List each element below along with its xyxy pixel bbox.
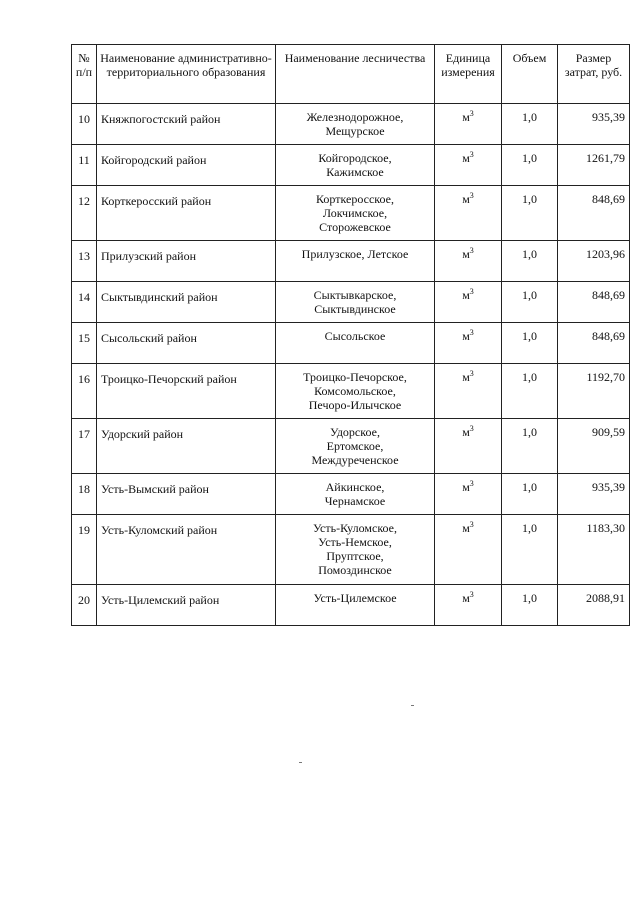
- unit-of-measure: [435, 364, 502, 419]
- header-num: № п/п: [72, 45, 97, 104]
- forestry-name: Печоро-Илычское: [308, 398, 402, 412]
- district-name: Усть-Цилемский район: [97, 585, 276, 626]
- cost-value: 848,69: [558, 186, 630, 241]
- forestry-names: [276, 104, 435, 145]
- forestry-name: Прилузское, Летское: [301, 247, 409, 261]
- header-district: Наименование административно-территориального образования: [97, 45, 276, 104]
- forestry-name: Койгородское,: [318, 151, 392, 165]
- row-number: 16: [72, 364, 97, 419]
- unit-base: м: [462, 329, 470, 343]
- forestry-name: Помоздинское: [318, 563, 392, 577]
- unit-of-measure: [435, 419, 502, 474]
- forestry-cost-table: [71, 44, 630, 626]
- forestry-name: Железнодорожное,: [306, 110, 404, 124]
- unit-exponent: 3: [469, 191, 474, 200]
- table-row: [72, 364, 630, 419]
- forestry-name: Кажимское: [326, 165, 384, 179]
- row-number: 19: [72, 515, 97, 585]
- row-number: 17: [72, 419, 97, 474]
- table-row: [72, 186, 630, 241]
- forestry-names: [276, 145, 435, 186]
- table-row: [72, 145, 630, 186]
- unit-exponent: 3: [469, 150, 474, 159]
- unit-exponent: 3: [469, 328, 474, 337]
- forestry-name: Троицко-Печорское,: [303, 370, 407, 384]
- scan-speck: [411, 705, 414, 706]
- cost-value: 1183,30: [558, 515, 630, 585]
- volume-value: 1,0: [502, 104, 558, 145]
- forestry-name: Чернамское: [324, 494, 386, 508]
- forestry-name: Сторожевское: [319, 220, 391, 234]
- forestry-name: Мещурское: [325, 124, 385, 138]
- cost-value: 1261,79: [558, 145, 630, 186]
- unit-of-measure: [435, 474, 502, 515]
- district-name: Княжпогостский район: [97, 104, 276, 145]
- forestry-names: [276, 585, 435, 626]
- row-number: 15: [72, 323, 97, 364]
- volume-value: 1,0: [502, 515, 558, 585]
- header-unit: Единица измерения: [435, 45, 502, 104]
- unit-of-measure: [435, 585, 502, 626]
- table-body: [72, 104, 630, 626]
- forestry-name: Усть-Немское,: [318, 535, 392, 549]
- cost-value: 1192,70: [558, 364, 630, 419]
- unit-exponent: 3: [469, 246, 474, 255]
- forestry-names: [276, 323, 435, 364]
- unit-of-measure: [435, 515, 502, 585]
- forestry-names: [276, 364, 435, 419]
- scan-speck: [299, 762, 302, 763]
- forestry-names: [276, 515, 435, 585]
- row-number: 10: [72, 104, 97, 145]
- header-cost: Размер затрат, руб.: [558, 45, 630, 104]
- volume-value: 1,0: [502, 419, 558, 474]
- unit-exponent: 3: [469, 590, 474, 599]
- unit-base: м: [462, 247, 470, 261]
- unit-exponent: 3: [469, 287, 474, 296]
- volume-value: 1,0: [502, 145, 558, 186]
- district-name: Троицко-Печорский район: [97, 364, 276, 419]
- table-row: [72, 474, 630, 515]
- header-volume: Объем: [502, 45, 558, 104]
- volume-value: 1,0: [502, 323, 558, 364]
- cost-value: 935,39: [558, 104, 630, 145]
- volume-value: 1,0: [502, 474, 558, 515]
- forestry-name: Сысольское: [324, 329, 386, 343]
- row-number: 11: [72, 145, 97, 186]
- district-name: Сысольский район: [97, 323, 276, 364]
- header-forestry: Наименование лесничества: [276, 45, 435, 104]
- row-number: 14: [72, 282, 97, 323]
- row-number: 12: [72, 186, 97, 241]
- forestry-names: [276, 241, 435, 282]
- unit-of-measure: [435, 241, 502, 282]
- cost-value: 1203,96: [558, 241, 630, 282]
- row-number: 13: [72, 241, 97, 282]
- district-name: Койгородский район: [97, 145, 276, 186]
- unit-base: м: [462, 370, 470, 384]
- table-row: [72, 104, 630, 145]
- unit-exponent: 3: [469, 424, 474, 433]
- forestry-name: Комсомольское,: [314, 384, 396, 398]
- unit-base: м: [462, 110, 470, 124]
- forestry-name: Удорское,: [330, 425, 380, 439]
- volume-value: 1,0: [502, 186, 558, 241]
- unit-base: м: [462, 521, 470, 535]
- district-name: Сыктывдинский район: [97, 282, 276, 323]
- unit-exponent: 3: [469, 109, 474, 118]
- district-name: Удорский район: [97, 419, 276, 474]
- forestry-name: Сыктывкарское,: [313, 288, 397, 302]
- volume-value: 1,0: [502, 282, 558, 323]
- forestry-name: Ертомское,: [326, 439, 384, 453]
- unit-of-measure: [435, 186, 502, 241]
- unit-exponent: 3: [469, 479, 474, 488]
- unit-exponent: 3: [469, 520, 474, 529]
- forestry-name: Усть-Куломское,: [312, 521, 398, 535]
- forestry-name: Междуреченское: [311, 453, 399, 467]
- forestry-names: [276, 282, 435, 323]
- cost-value: 848,69: [558, 282, 630, 323]
- district-name: Усть-Вымский район: [97, 474, 276, 515]
- forestry-names: [276, 419, 435, 474]
- row-number: 18: [72, 474, 97, 515]
- cost-value: 909,59: [558, 419, 630, 474]
- forestry-name: Усть-Цилемское: [313, 591, 397, 605]
- row-number: 20: [72, 585, 97, 626]
- unit-base: м: [462, 151, 470, 165]
- forestry-names: [276, 186, 435, 241]
- forestry-name: Айкинское,: [325, 480, 385, 494]
- unit-base: м: [462, 288, 470, 302]
- forestry-name: Сыктывдинское: [314, 302, 396, 316]
- unit-exponent: 3: [469, 369, 474, 378]
- forestry-names: [276, 474, 435, 515]
- table-header: [72, 45, 630, 104]
- district-name: Усть-Куломский район: [97, 515, 276, 585]
- unit-base: м: [462, 192, 470, 206]
- cost-value: 2088,91: [558, 585, 630, 626]
- forestry-name: Пруптское,: [326, 549, 384, 563]
- unit-base: м: [462, 480, 470, 494]
- volume-value: 1,0: [502, 585, 558, 626]
- district-name: Корткеросский район: [97, 186, 276, 241]
- unit-base: м: [462, 591, 470, 605]
- cost-value: 848,69: [558, 323, 630, 364]
- volume-value: 1,0: [502, 241, 558, 282]
- table-row: [72, 515, 630, 585]
- unit-of-measure: [435, 323, 502, 364]
- table-row: [72, 419, 630, 474]
- forestry-name: Корткеросское,: [316, 192, 394, 206]
- table-row: [72, 323, 630, 364]
- district-name: Прилузский район: [97, 241, 276, 282]
- table-row: [72, 282, 630, 323]
- table-row: [72, 241, 630, 282]
- unit-of-measure: [435, 145, 502, 186]
- unit-of-measure: [435, 104, 502, 145]
- table-row: [72, 585, 630, 626]
- volume-value: 1,0: [502, 364, 558, 419]
- unit-base: м: [462, 425, 470, 439]
- cost-value: 935,39: [558, 474, 630, 515]
- forestry-name: Локчимское,: [322, 206, 388, 220]
- unit-of-measure: [435, 282, 502, 323]
